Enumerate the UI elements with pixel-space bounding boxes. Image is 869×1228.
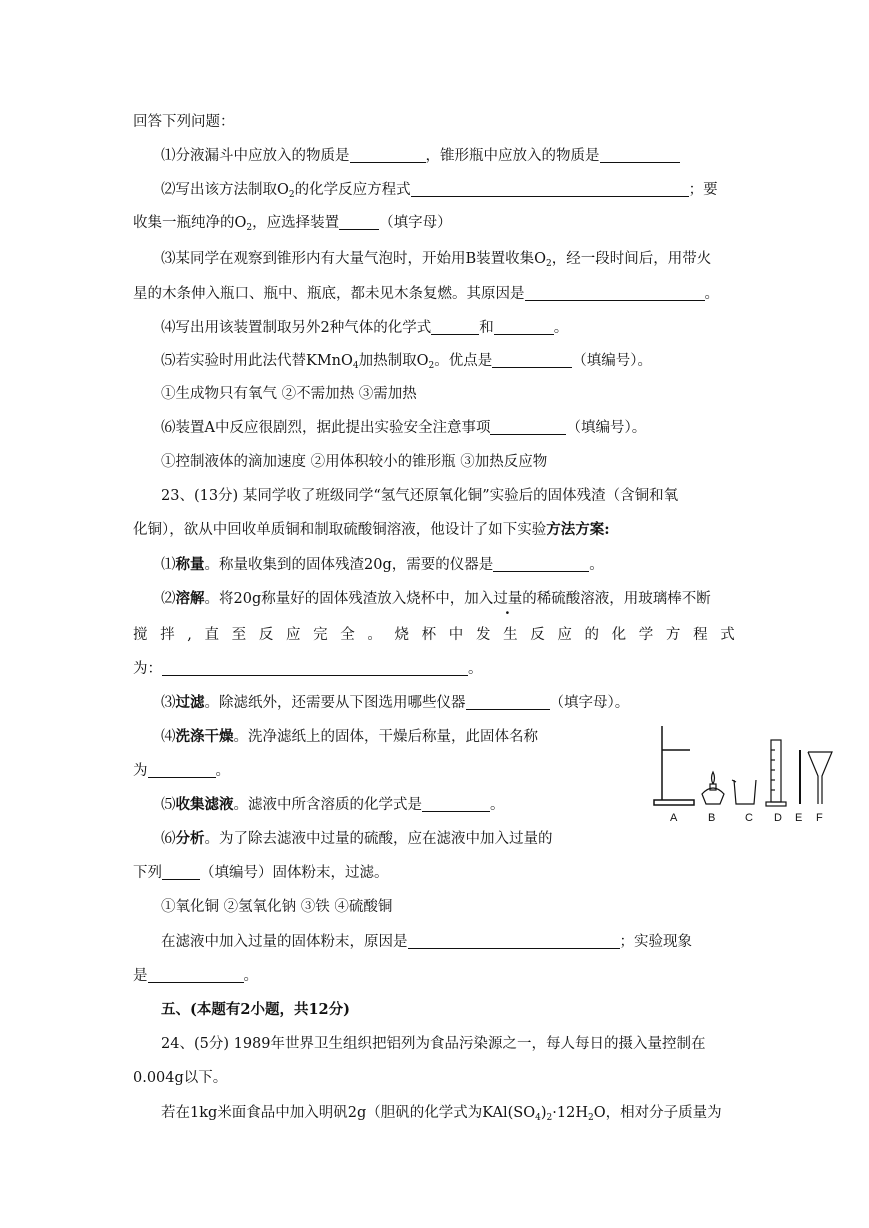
justified-char: 直 bbox=[204, 627, 220, 643]
q22-part4: ⑷写出用该装置制取另外2种气体的化学式 和 。 bbox=[161, 320, 569, 336]
q23-step2: ⑵溶解。将20g称量好的固体残渣放入烧杯中，加入过量的稀硫酸溶液，用玻璃棒不断 bbox=[161, 590, 711, 607]
justified-char: 应 bbox=[557, 627, 572, 643]
q22-part1: ⑴分液漏斗中应放入的物质是 ，锥形瓶中应放入的物质是 bbox=[161, 146, 680, 166]
answer-blank[interactable] bbox=[493, 555, 589, 572]
label-c: C bbox=[745, 812, 753, 824]
answer-blank[interactable] bbox=[162, 863, 200, 880]
funnel-icon bbox=[808, 752, 832, 804]
justified-char: 完 bbox=[313, 627, 328, 643]
justified-char: 程 bbox=[693, 627, 708, 643]
answer-blank[interactable] bbox=[431, 318, 479, 335]
intro-line: 回答下列问题： bbox=[133, 114, 235, 130]
answer-blank[interactable] bbox=[408, 932, 620, 949]
justified-char: 式 bbox=[720, 627, 735, 643]
answer-blank[interactable] bbox=[148, 966, 244, 983]
answer-blank[interactable] bbox=[350, 146, 426, 163]
answer-blank[interactable] bbox=[492, 351, 572, 368]
justified-char: 至 bbox=[231, 627, 247, 643]
answer-blank[interactable] bbox=[339, 213, 379, 230]
answer-blank[interactable] bbox=[600, 146, 680, 163]
label-a: A bbox=[670, 812, 678, 824]
q22-part6-options: ①控制液体的滴加速度 ②用体积较小的锥形瓶 ③加热反应物 bbox=[161, 454, 548, 470]
justified-char: 方 bbox=[665, 627, 681, 643]
beaker-icon bbox=[732, 780, 756, 804]
q23-header-cont: 化铜），欲从中回收单质铜和制取硫酸铜溶液，他设计了如下实验方法方案: bbox=[133, 521, 610, 538]
justified-char: 化 bbox=[611, 627, 627, 643]
graduated-cylinder-icon bbox=[766, 740, 786, 806]
q23-step4-cont: 为 。 bbox=[133, 763, 230, 779]
q24-line1: 24、(5分) 1989年世界卫生组织把铝列为食品污染源之一，每人每日的摄入量控制在 bbox=[161, 1036, 706, 1052]
q23-reason: 在滤液中加入过量的固体粉末，原因是 ；实验现象 bbox=[161, 934, 692, 950]
q23-step5: ⑸收集滤液。滤液中所含溶质的化学式是 。 bbox=[161, 796, 505, 813]
q23-step4: ⑷洗涤干燥。洗净滤纸上的固体，干燥后称量，此固体名称 bbox=[161, 728, 538, 745]
justified-char: 学 bbox=[638, 627, 654, 643]
q23-step2-equation: 为： 。 bbox=[133, 661, 483, 677]
q23-step6-cont: 下列 （填编号）固体粉末，过滤。 bbox=[133, 865, 389, 881]
q22-part2-cont: 收集一瓶纯净的$O_2$，应选择装置 （填字母） bbox=[133, 215, 452, 233]
iron-stand-icon bbox=[654, 726, 694, 805]
justified-char: 反 bbox=[258, 627, 274, 643]
section-five-heading: 五、(本题有2小题，共12分) bbox=[161, 1001, 350, 1018]
q23-reason-cont: 是 。 bbox=[133, 968, 258, 984]
answer-blank[interactable] bbox=[422, 795, 490, 812]
q22-part3-cont: 星的木条伸入瓶口、瓶中、瓶底，都未见木条复燃。其原因是 。 bbox=[133, 286, 719, 302]
answer-blank[interactable] bbox=[162, 659, 468, 676]
justified-char: , bbox=[187, 627, 192, 643]
justified-char: 应 bbox=[285, 627, 301, 643]
justified-char: 发 bbox=[475, 627, 491, 643]
q22-part5: ⑸若实验时用此法代替KMnO$_4$加热制取$O_2$。优点是 （填编号）。 bbox=[161, 353, 653, 371]
answer-blank[interactable] bbox=[466, 693, 550, 710]
q24-line2: 0.004g以下。 bbox=[133, 1070, 228, 1086]
answer-blank[interactable] bbox=[148, 761, 216, 778]
q23-step3: ⑶过滤。除滤纸外，还需要从下图选用哪些仪器 （填字母）。 bbox=[161, 694, 630, 711]
justified-char: 生 bbox=[503, 627, 518, 643]
apparatus-figure bbox=[650, 720, 840, 810]
q22-part6: ⑹装置A中反应很剧烈，据此提出实验安全注意事项 （填编号）。 bbox=[161, 420, 647, 436]
q23-step6-options: ①氧化铜 ②氢氧化钠 ③铁 ④硫酸铜 bbox=[161, 899, 393, 915]
q24-line3: 若在1kg米面食品中加入明矾2g（胆矾的化学式为$KAl(SO_4)_2\cdot 12H_2O$，相对分子质量为 bbox=[161, 1105, 722, 1123]
justified-char: 全 bbox=[340, 627, 355, 643]
label-e: E bbox=[795, 812, 803, 824]
label-d: D bbox=[774, 812, 782, 824]
justified-char: 。 bbox=[367, 627, 382, 643]
justified-char: 拌 bbox=[160, 627, 175, 643]
alcohol-lamp-icon bbox=[702, 772, 724, 804]
justified-char: 的 bbox=[584, 627, 599, 643]
q22-part2: ⑵写出该方法制取$O_2$的化学反应方程式 ；要 bbox=[161, 182, 718, 200]
justified-char: 反 bbox=[530, 627, 545, 643]
q23-step2-cont bbox=[133, 625, 735, 645]
q22-part5-options: ①生成物只有氧气 ②不需加热 ③需加热 bbox=[161, 386, 417, 402]
q23-step1: ⑴称量。称量收集到的固体残渣20g，需要的仪器是 。 bbox=[161, 556, 604, 573]
label-f: F bbox=[816, 812, 823, 824]
q23-step6: ⑹分析。为了除去滤液中过量的硫酸，应在滤液中加入过量的 bbox=[161, 830, 553, 847]
justified-char: 烧 bbox=[394, 627, 410, 643]
justified-char: 杯 bbox=[421, 627, 437, 643]
label-b: B bbox=[708, 812, 716, 824]
justified-char: 搅 bbox=[133, 627, 148, 643]
answer-blank[interactable] bbox=[494, 318, 554, 335]
answer-blank[interactable] bbox=[525, 284, 705, 301]
q23-header: 23、(13分) 某同学收了班级同学“氢气还原氧化铜”实验后的固体残渣（含铜和氧 bbox=[161, 488, 679, 504]
answer-blank[interactable] bbox=[411, 180, 689, 197]
answer-blank[interactable] bbox=[490, 418, 566, 435]
justified-char: 中 bbox=[448, 627, 464, 643]
q22-part3: ⑶某同学在观察到锥形内有大量气泡时，开始用B装置收集$O_2$，经一段时间后，用带火 bbox=[161, 251, 712, 269]
